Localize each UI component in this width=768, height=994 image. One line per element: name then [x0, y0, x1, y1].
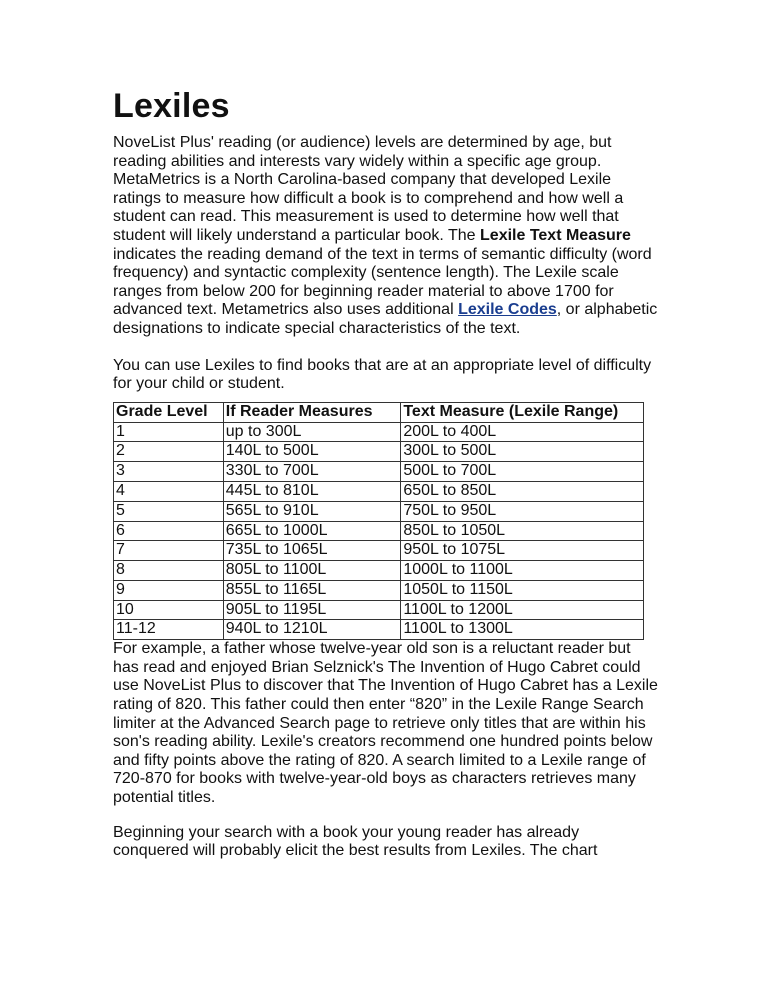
text-measure-cell: 200L to 400L [401, 422, 644, 442]
page-title: Lexiles [113, 87, 230, 125]
example-paragraph: For example, a father whose twelve-year old son is a reluctant reader but has read and enjoyed Brian Selznick's The Invention of Hugo Cabret could use NoveList Plus to discover that The Invention of Hugo Cabret has a Lexile rating of 820. This father could then enter “820” in the Lexile Range Search limiter at the Advanced Search page to retrieve only titles that are within his son's reading ability. Lexile's creators recommend one hundred points below and fifty points above the rating of 820. A search limited to a Lexile range of 720-870 for books with twelve-year-old boys as characters retrieves many potential titles. [113, 640, 658, 807]
table-row [114, 442, 644, 462]
grade-cell: 3 [114, 462, 224, 482]
grade-cell: 2 [114, 442, 224, 462]
table-row [114, 481, 644, 501]
table-row [114, 620, 644, 640]
text-measure-cell: 500L to 700L [401, 462, 644, 482]
grade-cell: 10 [114, 600, 224, 620]
intro-text-1: NoveList Plus' reading (or audience) levels are determined by age, but reading abilities and interests vary widely within a specific age group. MetaMetrics is a North Carolina-based company that developed Lexile ratings to measure how difficult a book is to comprehend and how well a student can read. This measurement is used to determine how well that student will likely understand a particular book. The [113, 134, 624, 244]
reader-measure-cell: 940L to 1210L [223, 620, 401, 640]
text-measure-cell: 850L to 1050L [401, 521, 644, 541]
reader-measure-cell: 855L to 1165L [223, 580, 401, 600]
text-measure-cell: 1000L to 1100L [401, 561, 644, 581]
intro-text-3: , or alphabetic designations to indicate special characteristics of the text. [113, 301, 658, 337]
table-row [114, 561, 644, 581]
reader-measure-cell: up to 300L [223, 422, 401, 442]
table-row [114, 422, 644, 442]
table-row [114, 462, 644, 482]
reader-measure-cell: 140L to 500L [223, 442, 401, 462]
intro-paragraph [113, 134, 658, 339]
reader-measure-cell: 805L to 1100L [223, 561, 401, 581]
table-row [114, 501, 644, 521]
grade-cell: 7 [114, 541, 224, 561]
text-measure-cell: 750L to 950L [401, 501, 644, 521]
text-measure-cell: 1100L to 1200L [401, 600, 644, 620]
lexile-codes-link[interactable]: Lexile Codes [458, 301, 557, 319]
header-text-measure: Text Measure (Lexile Range) [401, 402, 644, 422]
table-row [114, 580, 644, 600]
table-row [114, 541, 644, 561]
grade-cell: 11-12 [114, 620, 224, 640]
grade-cell: 9 [114, 580, 224, 600]
header-grade-level: Grade Level [114, 402, 224, 422]
usage-paragraph: You can use Lexiles to find books that are at an appropriate level of difficulty for your child or student. [113, 356, 652, 393]
document-page [113, 86, 658, 861]
grade-cell: 4 [114, 481, 224, 501]
intro-text-2: indicates the reading demand of the text in terms of semantic difficulty (word frequency) and syntactic complexity (sentence length). The Lexile scale ranges from below 200 for beginning reader material to above 1700 for advanced text. Metametrics also uses additional [113, 245, 652, 319]
reader-measure-cell: 735L to 1065L [223, 541, 401, 561]
grade-cell: 5 [114, 501, 224, 521]
grade-cell: 1 [114, 422, 224, 442]
lexile-text-measure-term: Lexile Text Measure [480, 226, 631, 244]
reader-measure-cell: 330L to 700L [223, 462, 401, 482]
table-row [114, 521, 644, 541]
grade-cell: 8 [114, 561, 224, 581]
text-measure-cell: 300L to 500L [401, 442, 644, 462]
text-measure-cell: 1100L to 1300L [401, 620, 644, 640]
text-measure-cell: 650L to 850L [401, 481, 644, 501]
table-header-row [114, 402, 644, 422]
reader-measure-cell: 565L to 910L [223, 501, 401, 521]
reader-measure-cell: 905L to 1195L [223, 600, 401, 620]
table-row [114, 600, 644, 620]
text-measure-cell: 1050L to 1150L [401, 580, 644, 600]
text-measure-cell: 950L to 1075L [401, 541, 644, 561]
reader-measure-cell: 665L to 1000L [223, 521, 401, 541]
lexile-range-table [113, 402, 644, 641]
header-reader-measures: If Reader Measures [223, 402, 401, 422]
reader-measure-cell: 445L to 810L [223, 481, 401, 501]
closing-paragraph: Beginning your search with a book your young reader has already conquered will probably elicit the best results from Lexiles. The chart [113, 823, 598, 860]
grade-cell: 6 [114, 521, 224, 541]
